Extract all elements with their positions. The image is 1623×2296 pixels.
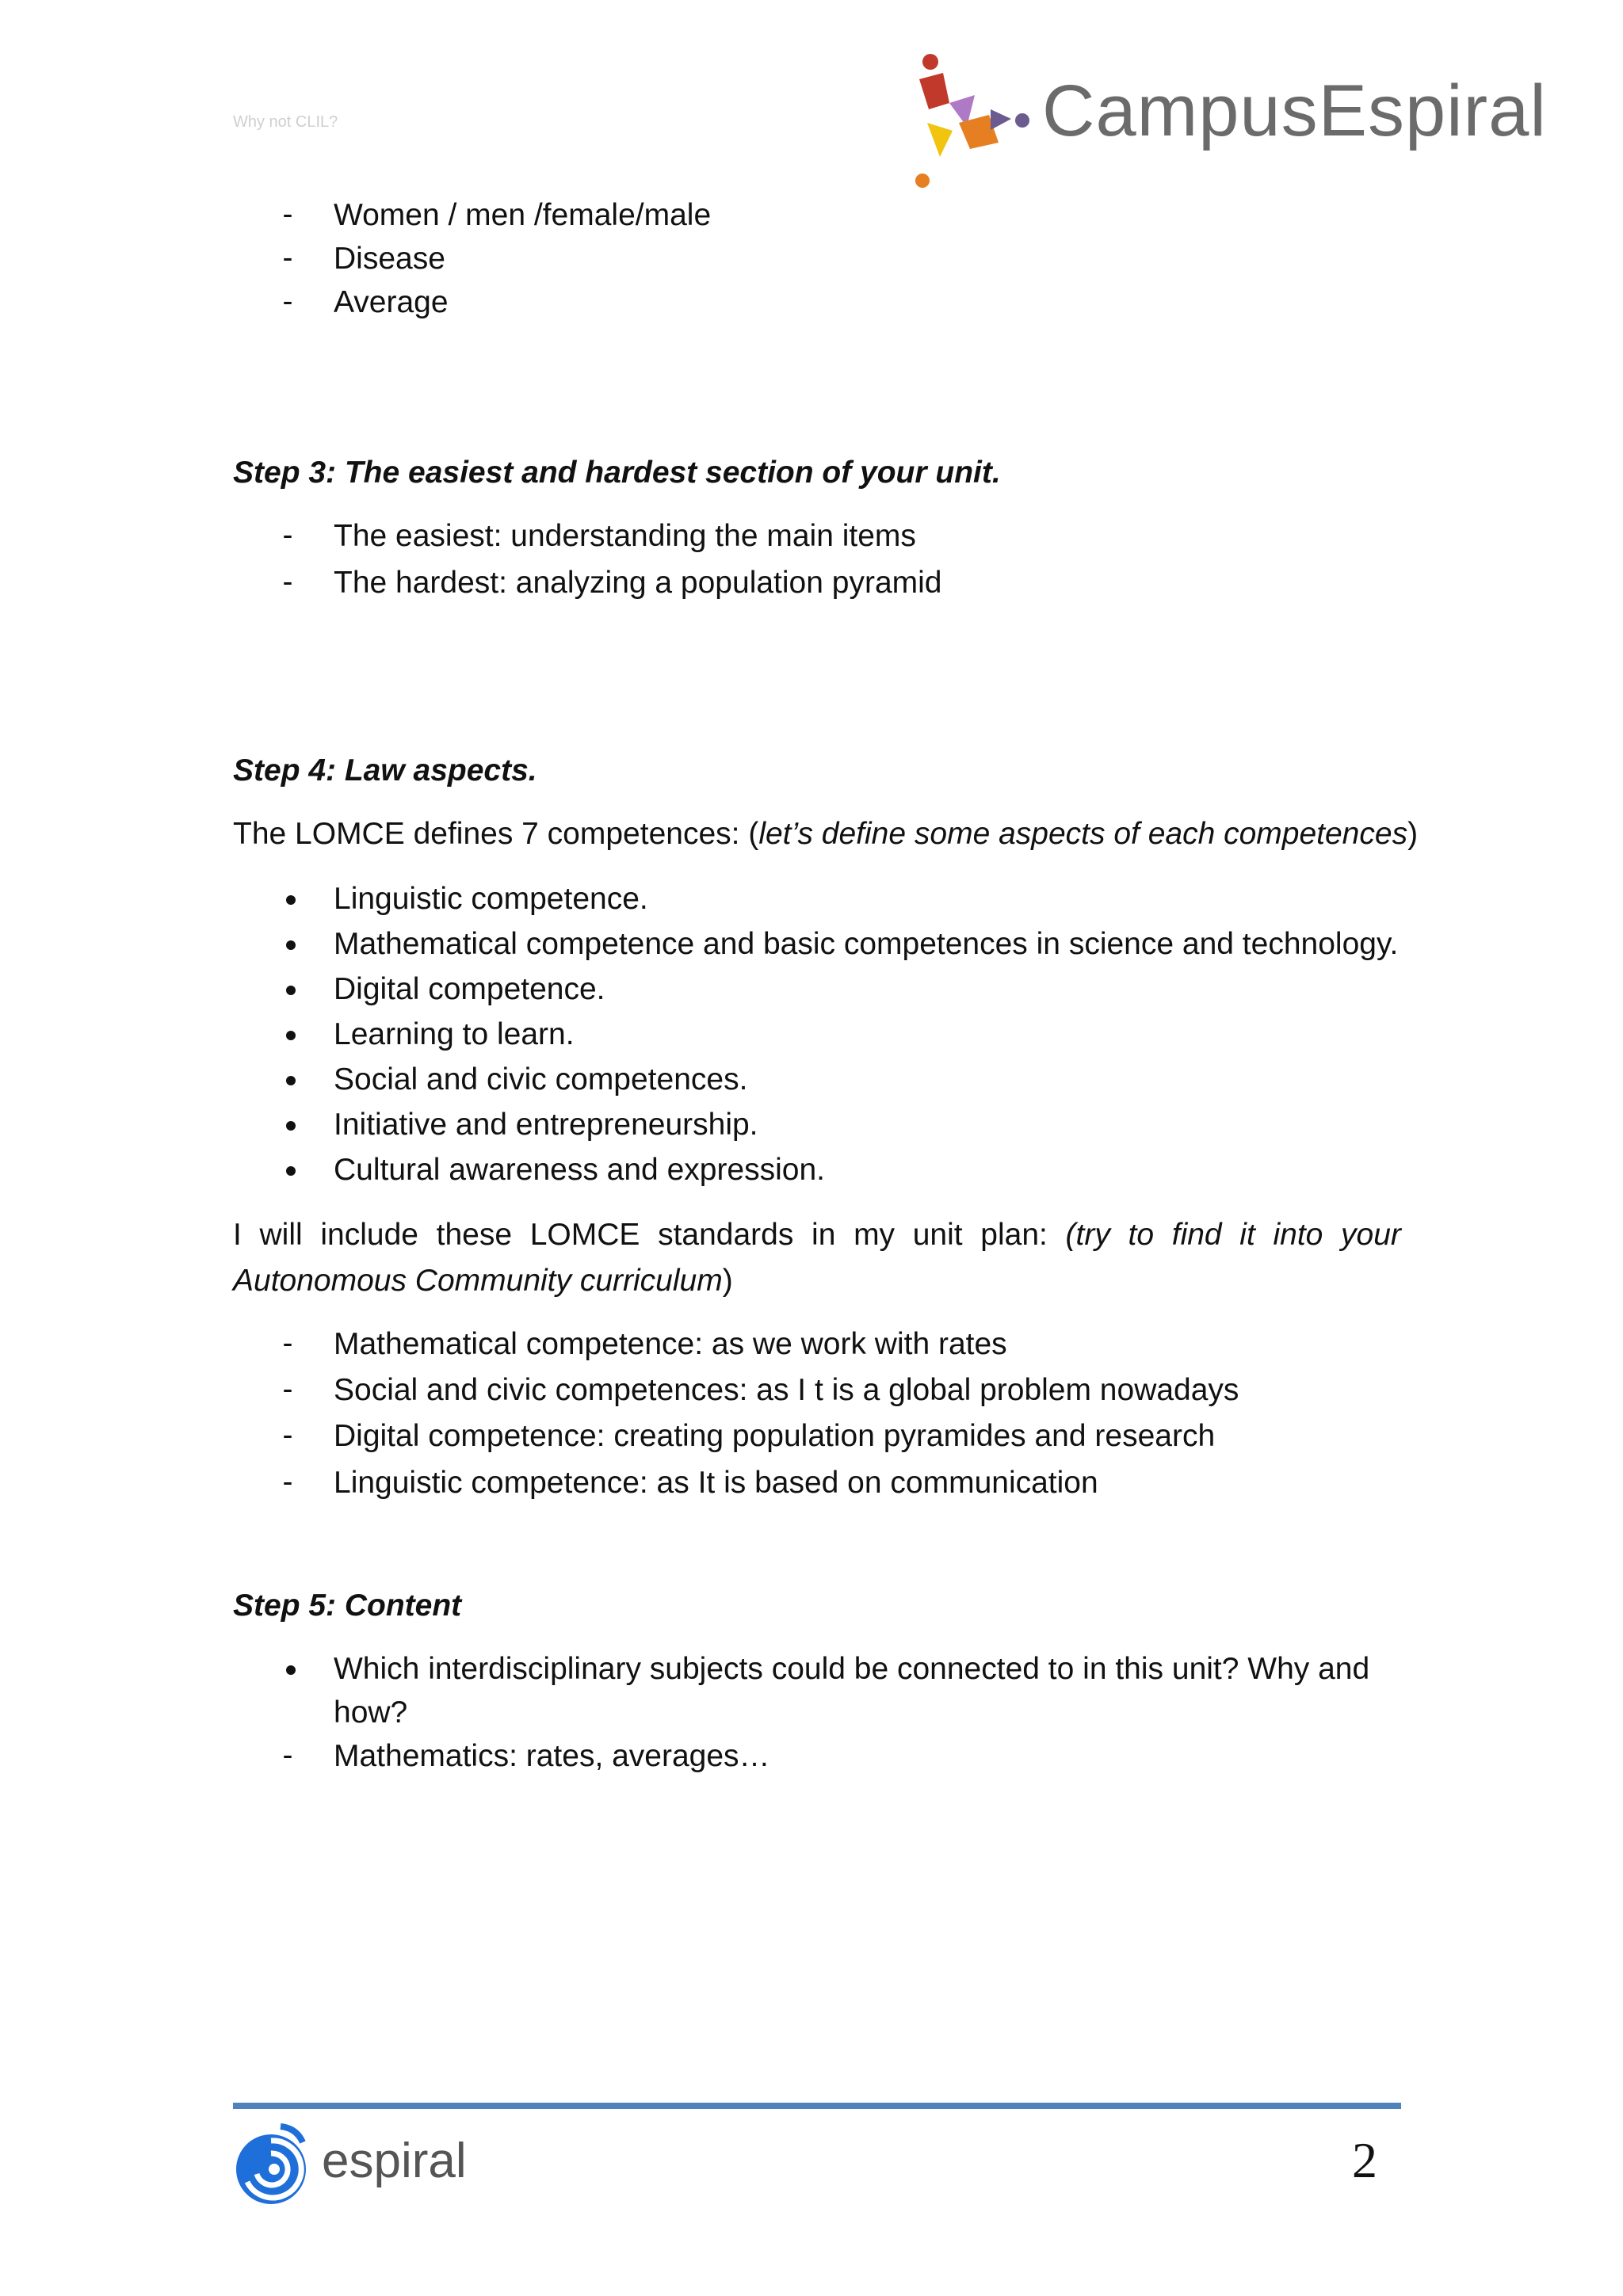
list-item: Cultural awareness and expression. bbox=[334, 1153, 826, 1187]
campus-espiral-logo bbox=[911, 48, 1547, 190]
include-paragraph-line1 bbox=[233, 1218, 1401, 1253]
bullet-icon bbox=[286, 1665, 296, 1675]
step4-intro-italic: let’s define some aspects of each competences bbox=[758, 817, 1408, 851]
list-item: Average bbox=[334, 285, 449, 319]
page-number: 2 bbox=[1352, 2132, 1377, 2188]
include-word: these bbox=[436, 1218, 513, 1252]
list-item: Linguistic competence: as It is based on communication bbox=[334, 1466, 1098, 1500]
list-marker: - bbox=[282, 1738, 293, 1772]
include-word: include bbox=[320, 1218, 418, 1252]
step4-intro-close: ) bbox=[1407, 817, 1419, 851]
step5-heading: Step 5: Content bbox=[233, 1589, 462, 1623]
step5-question-line2: how? bbox=[334, 1695, 408, 1730]
include-italic-word: to bbox=[1128, 1218, 1155, 1252]
include-paragraph-line2 bbox=[233, 1263, 733, 1300]
step4-intro bbox=[233, 816, 1418, 853]
list-item: Initiative and entrepreneurship. bbox=[334, 1108, 758, 1142]
list-marker: - bbox=[282, 518, 293, 552]
list-item: Social and civic competences. bbox=[334, 1062, 748, 1097]
list-item: Women / men /female/male bbox=[334, 198, 712, 232]
list-item: Digital competence: creating population pyramides and research bbox=[334, 1419, 1216, 1453]
espiral-logo-text: espiral bbox=[322, 2134, 467, 2188]
include-word: plan: bbox=[980, 1218, 1048, 1252]
include-italic-word: your bbox=[1341, 1218, 1401, 1252]
step4-intro-text: The LOMCE defines 7 competences: ( bbox=[233, 817, 759, 851]
list-marker: - bbox=[282, 197, 293, 231]
include-word: standards bbox=[658, 1218, 794, 1252]
list-item: Learning to learn. bbox=[334, 1017, 575, 1051]
include-italic-word: into bbox=[1273, 1218, 1323, 1252]
espiral-swirl-icon bbox=[233, 2122, 319, 2207]
bullet-icon bbox=[286, 986, 296, 995]
list-item: Linguistic competence. bbox=[334, 882, 648, 916]
list-item: Disease bbox=[334, 242, 445, 276]
bullet-icon bbox=[286, 895, 296, 905]
include-word: LOMCE bbox=[529, 1218, 640, 1252]
list-marker: - bbox=[282, 1372, 293, 1406]
header-doc-title: Why not CLIL? bbox=[233, 113, 338, 131]
step3-heading: Step 3: The easiest and hardest section of your unit. bbox=[233, 456, 1001, 490]
include-line2-italic: Autonomous Community curriculum bbox=[233, 1264, 723, 1298]
list-item: Mathematical competence and basic competences in science and technology. bbox=[334, 927, 1399, 961]
bullet-icon bbox=[286, 1031, 296, 1040]
list-item: Digital competence. bbox=[334, 972, 605, 1006]
espiral-logo bbox=[233, 2122, 487, 2209]
bullet-icon bbox=[286, 1166, 296, 1176]
include-word: in bbox=[812, 1218, 836, 1252]
list-marker: - bbox=[282, 565, 293, 599]
list-item: Social and civic competences: as I t is a global problem nowadays bbox=[334, 1373, 1239, 1407]
include-word: my bbox=[854, 1218, 896, 1252]
include-word: I bbox=[233, 1218, 242, 1252]
include-word: unit bbox=[912, 1218, 963, 1252]
include-italic-word: it bbox=[1239, 1218, 1255, 1252]
bullet-icon bbox=[286, 940, 296, 950]
campus-espiral-logo-icon bbox=[911, 48, 1038, 190]
campus-espiral-logo-text: CampusEspiral bbox=[1042, 71, 1547, 151]
list-marker: - bbox=[282, 1326, 293, 1360]
step5-question-line1: Which interdisciplinary subjects could be connected to in this unit? Why and bbox=[334, 1652, 1370, 1686]
list-marker: - bbox=[282, 1418, 293, 1452]
list-marker: - bbox=[282, 241, 293, 275]
footer-rule bbox=[233, 2103, 1401, 2109]
list-item: The easiest: understanding the main items bbox=[334, 519, 916, 553]
include-line2-close: ) bbox=[722, 1264, 733, 1298]
include-italic-word: find bbox=[1171, 1218, 1222, 1252]
list-marker: - bbox=[282, 284, 293, 318]
include-word: will bbox=[259, 1218, 303, 1252]
list-item: Mathematical competence: as we work with rates bbox=[334, 1327, 1007, 1361]
list-marker: - bbox=[282, 1465, 293, 1499]
bullet-icon bbox=[286, 1121, 296, 1131]
list-item: Mathematics: rates, averages… bbox=[334, 1739, 770, 1773]
list-item: The hardest: analyzing a population pyramid bbox=[334, 566, 942, 600]
step4-heading: Step 4: Law aspects. bbox=[233, 753, 537, 788]
include-italic-word: (try bbox=[1065, 1218, 1110, 1252]
bullet-icon bbox=[286, 1076, 296, 1085]
